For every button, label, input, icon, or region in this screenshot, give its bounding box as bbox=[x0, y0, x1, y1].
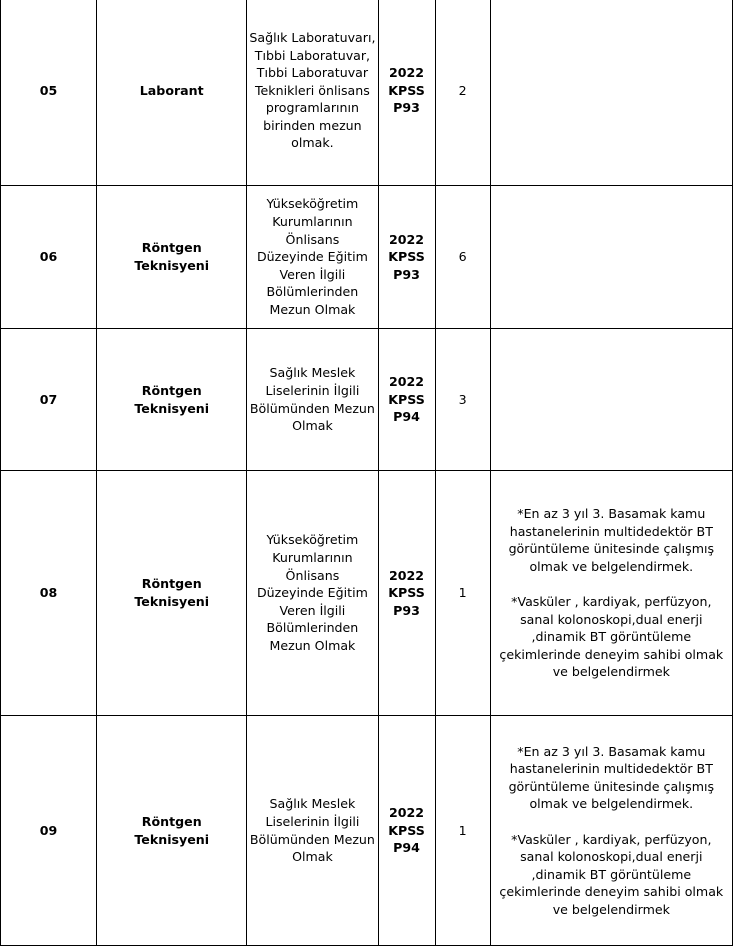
table-row bbox=[1, 471, 733, 716]
condition-line: sanal kolonoskopi,dual enerji bbox=[520, 849, 703, 865]
education-line: Teknikleri önlisans bbox=[255, 82, 370, 98]
education-line: Mezun Olmak bbox=[269, 301, 356, 317]
education-requirement bbox=[247, 329, 378, 471]
row-number: 09 bbox=[1, 716, 97, 946]
education-line: Kurumlarının bbox=[272, 550, 353, 566]
kpss-score-type bbox=[378, 329, 435, 471]
condition-line: ve belgelendirmek bbox=[552, 664, 670, 680]
condition-line: *Vasküler , kardiyak, perfüzyon, bbox=[511, 831, 712, 847]
education-line: Liselerinin İlgili bbox=[265, 382, 360, 398]
special-conditions bbox=[490, 716, 732, 946]
row-number: 07 bbox=[1, 329, 97, 471]
condition-line: olmak ve belgelendirmek. bbox=[529, 796, 694, 812]
paragraph-gap bbox=[491, 813, 732, 831]
education-line: Liselerinin İlgili bbox=[265, 813, 360, 829]
position-title bbox=[97, 0, 247, 186]
position-title-line: Teknisyeni bbox=[134, 831, 210, 847]
special-conditions bbox=[490, 186, 732, 329]
condition-line: ve belgelendirmek bbox=[552, 901, 670, 917]
paragraph-gap bbox=[491, 575, 732, 593]
kpss-score-type bbox=[378, 471, 435, 716]
kpss-line: KPSS bbox=[388, 391, 425, 407]
position-count: 1 bbox=[435, 716, 490, 946]
education-line: Yükseköğretim bbox=[266, 532, 359, 548]
special-conditions bbox=[490, 329, 732, 471]
condition-line: görüntüleme ünitesinde çalışmış bbox=[508, 778, 715, 794]
position-title-line: Teknisyeni bbox=[134, 400, 210, 416]
condition-line: sanal kolonoskopi,dual enerji bbox=[520, 611, 703, 627]
kpss-score-type bbox=[378, 186, 435, 329]
position-title-line: Röntgen bbox=[141, 382, 202, 398]
education-line: Mezun Olmak bbox=[269, 637, 356, 653]
condition-line: *Vasküler , kardiyak, perfüzyon, bbox=[511, 594, 712, 609]
position-title-line: Röntgen bbox=[141, 240, 202, 256]
education-line: Olmak bbox=[292, 849, 333, 865]
education-line: Tıbbi Laboratuvar, bbox=[254, 47, 371, 63]
condition-line: *En az 3 yıl 3. Basamak kamu bbox=[517, 743, 706, 759]
position-title bbox=[97, 716, 247, 946]
position-title-line: Teknisyeni bbox=[134, 258, 210, 273]
kpss-score-type bbox=[378, 716, 435, 946]
education-line: Bölümlerinden bbox=[266, 620, 359, 636]
condition-line: ,dinamik BT görüntüleme bbox=[531, 866, 692, 882]
kpss-line: 2022 bbox=[389, 231, 425, 247]
special-conditions bbox=[490, 0, 732, 186]
education-line: Bölümünden Mezun bbox=[249, 831, 375, 847]
education-requirement bbox=[247, 716, 378, 946]
education-requirement bbox=[247, 471, 378, 716]
education-line: Olmak bbox=[292, 418, 333, 434]
education-line: programlarının bbox=[265, 100, 359, 116]
row-number: 08 bbox=[1, 471, 97, 716]
positions-table-body bbox=[1, 0, 733, 946]
education-line: Veren İlgili bbox=[279, 266, 346, 282]
position-count: 2 bbox=[435, 0, 490, 186]
kpss-line: P93 bbox=[393, 100, 420, 116]
position-title-line: Röntgen bbox=[141, 813, 202, 829]
position-count: 1 bbox=[435, 471, 490, 716]
education-line: Önlisans bbox=[285, 231, 340, 247]
education-line: Düzeyinde Eğitim bbox=[256, 249, 368, 265]
education-line: Sağlık Meslek bbox=[269, 365, 356, 381]
condition-paragraph bbox=[491, 505, 732, 575]
education-line: Kurumlarının bbox=[272, 214, 353, 230]
position-count: 6 bbox=[435, 186, 490, 329]
education-line: Sağlık Laboratuvarı, bbox=[249, 29, 376, 45]
condition-line: görüntüleme ünitesinde çalışmış bbox=[508, 541, 715, 557]
education-line: olmak. bbox=[291, 135, 334, 151]
position-title bbox=[97, 471, 247, 716]
kpss-line: P93 bbox=[393, 602, 420, 618]
education-line: Sağlık Meslek bbox=[269, 796, 356, 812]
position-title bbox=[97, 186, 247, 329]
kpss-line: KPSS bbox=[388, 82, 425, 98]
row-number: 06 bbox=[1, 186, 97, 329]
position-title-line: Teknisyeni bbox=[134, 594, 210, 609]
condition-paragraph bbox=[491, 593, 732, 681]
position-count: 3 bbox=[435, 329, 490, 471]
education-line: Yükseköğretim bbox=[266, 196, 359, 212]
kpss-line: P93 bbox=[393, 266, 420, 282]
condition-paragraph bbox=[491, 831, 732, 919]
kpss-line: 2022 bbox=[389, 567, 425, 583]
kpss-line: KPSS bbox=[388, 585, 425, 601]
condition-line: çekimlerinde deneyim sahibi olmak bbox=[499, 884, 724, 900]
table-row bbox=[1, 0, 733, 186]
position-title-line: Laborant bbox=[139, 82, 204, 98]
kpss-line: P94 bbox=[393, 409, 420, 425]
education-line: Bölümlerinden bbox=[266, 284, 359, 300]
kpss-score-type bbox=[378, 0, 435, 186]
table-row bbox=[1, 716, 733, 946]
table-row bbox=[1, 186, 733, 329]
table-row bbox=[1, 329, 733, 471]
education-line: Tıbbi Laboratuvar bbox=[256, 65, 369, 81]
education-requirement bbox=[247, 186, 378, 329]
education-requirement bbox=[247, 0, 378, 186]
condition-line: *En az 3 yıl 3. Basamak kamu bbox=[517, 506, 706, 522]
row-number: 05 bbox=[1, 0, 97, 186]
kpss-line: 2022 bbox=[389, 65, 425, 81]
condition-line: çekimlerinde deneyim sahibi olmak bbox=[499, 646, 724, 662]
kpss-line: 2022 bbox=[389, 374, 425, 390]
education-line: birinden mezun bbox=[263, 117, 362, 133]
condition-line: hastanelerinin multidedektör BT bbox=[509, 761, 713, 777]
kpss-line: P94 bbox=[393, 840, 420, 856]
special-conditions bbox=[490, 471, 732, 716]
position-title bbox=[97, 329, 247, 471]
education-line: Veren İlgili bbox=[279, 602, 346, 618]
education-line: Düzeyinde Eğitim bbox=[256, 585, 368, 601]
condition-line: ,dinamik BT görüntüleme bbox=[531, 629, 692, 645]
condition-paragraph bbox=[491, 743, 732, 813]
condition-line: olmak ve belgelendirmek. bbox=[529, 558, 694, 574]
kpss-line: 2022 bbox=[389, 805, 425, 821]
education-line: Bölümünden Mezun bbox=[249, 400, 375, 416]
kpss-line: KPSS bbox=[388, 249, 425, 265]
position-title-line: Röntgen bbox=[141, 576, 202, 592]
kpss-line: KPSS bbox=[388, 822, 425, 838]
condition-line: hastanelerinin multidedektör BT bbox=[509, 523, 713, 539]
education-line: Önlisans bbox=[285, 567, 340, 583]
